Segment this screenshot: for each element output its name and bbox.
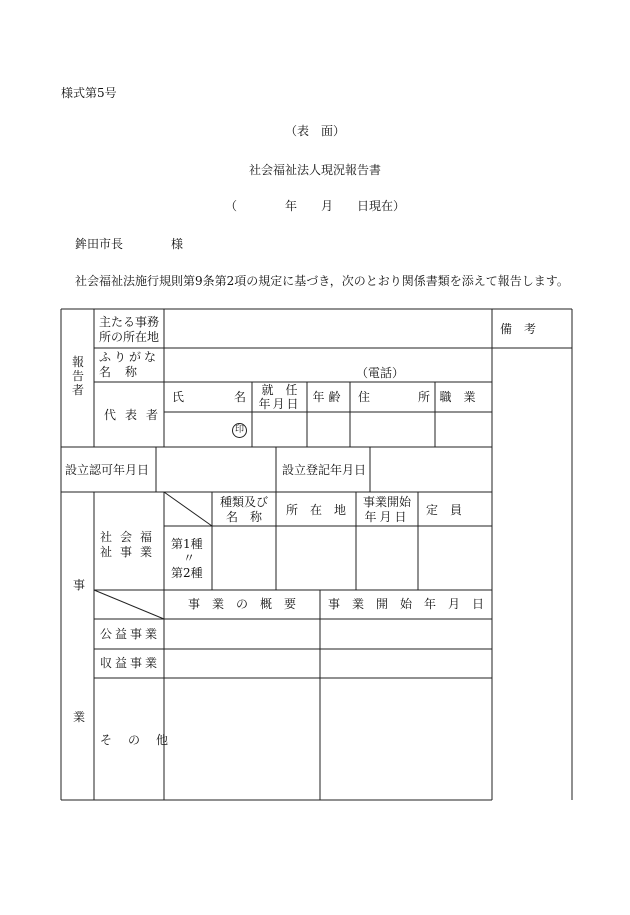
welfare-start-date-field[interactable] (358, 528, 416, 588)
name-field[interactable] (166, 350, 490, 380)
establishment-approval-date-field[interactable] (158, 449, 274, 490)
profit-business-start-date-field[interactable] (322, 651, 490, 676)
name-label: 名 称 (99, 365, 139, 379)
as-of-date: （ 年 月 日現在） (224, 199, 405, 213)
ditto-mark: 〃 (182, 551, 195, 565)
business-label: 事 業 (72, 578, 85, 724)
appointment-date-field[interactable] (254, 414, 305, 445)
addressee: 鉾田市長 様 (75, 237, 184, 251)
welfare-business-label-line2: 祉事業 (100, 545, 161, 559)
appointment-date-header-line1: 就 任 (261, 383, 298, 397)
type-name-header-line1: 種類及び (219, 495, 268, 509)
page-title: 社会福祉法人現況報告書 (248, 163, 381, 177)
age-field[interactable] (309, 414, 348, 445)
phone-label: （電話） (356, 366, 405, 380)
welfare-business-label-line1: 社会福 (100, 530, 161, 544)
start-date-header-line2: 年月日 (364, 510, 410, 524)
address-header: 住 所 (358, 390, 430, 404)
location-header: 所 在 地 (285, 503, 346, 517)
other-start-date-field[interactable] (322, 680, 490, 798)
reporter-label: 報 告 者 (71, 355, 84, 397)
profit-business-label: 収益事業 (100, 656, 161, 670)
representative-label: 代表者 (104, 408, 168, 422)
summary-header: 事 業 の 概 要 (187, 597, 296, 611)
remarks-label: 備 考 (500, 322, 537, 336)
public-business-summary-field[interactable] (166, 621, 318, 647)
type-2-label: 第2種 (171, 566, 203, 580)
address-field[interactable] (352, 414, 433, 445)
establishment-registration-date-field[interactable] (372, 449, 490, 490)
remarks-field[interactable] (494, 350, 570, 798)
other-summary-field[interactable] (166, 680, 318, 798)
welfare-capacity-field[interactable] (420, 528, 490, 588)
intro-text: 社会福祉法施行規則第9条第2項の規定に基づき，次のとおり関係書類を添えて報告します。 (75, 274, 569, 288)
welfare-type-name-field[interactable] (214, 528, 274, 588)
business-start-date-header: 事 業 開 始 年 月 日 (327, 597, 484, 611)
type-name-header-line2: 名 称 (225, 510, 262, 524)
side-label: （表 面） (284, 124, 345, 138)
occupation-header: 職業 (439, 390, 488, 404)
welfare-location-field[interactable] (278, 528, 354, 588)
type-1-label: 第1種 (171, 537, 203, 551)
rep-name-header: 氏 名 (172, 390, 246, 404)
establishment-approval-date-label: 設立認可年月日 (65, 463, 150, 477)
furigana-label: ふりがな (99, 350, 160, 364)
capacity-header: 定 員 (426, 503, 463, 517)
start-date-header-line1: 事業開始 (362, 495, 411, 509)
profit-business-summary-field[interactable] (166, 651, 318, 676)
office-location-label-line2: 所の所在地 (99, 330, 160, 344)
age-header: 年齢 (312, 390, 345, 404)
rep-name-field[interactable] (166, 414, 228, 445)
appointment-date-header-line2: 年月日 (258, 397, 301, 411)
form-number: 様式第5号 (61, 86, 117, 100)
establishment-registration-date-label: 設立登記年月日 (282, 463, 367, 477)
public-business-label: 公益事業 (100, 627, 161, 641)
other-label: そ の 他 (100, 733, 171, 747)
seal-mark: 印 (232, 423, 247, 438)
occupation-field[interactable] (437, 414, 490, 445)
office-location-field[interactable] (166, 311, 490, 346)
public-business-start-date-field[interactable] (322, 621, 490, 647)
office-location-label-line1: 主たる事務 (99, 315, 160, 329)
